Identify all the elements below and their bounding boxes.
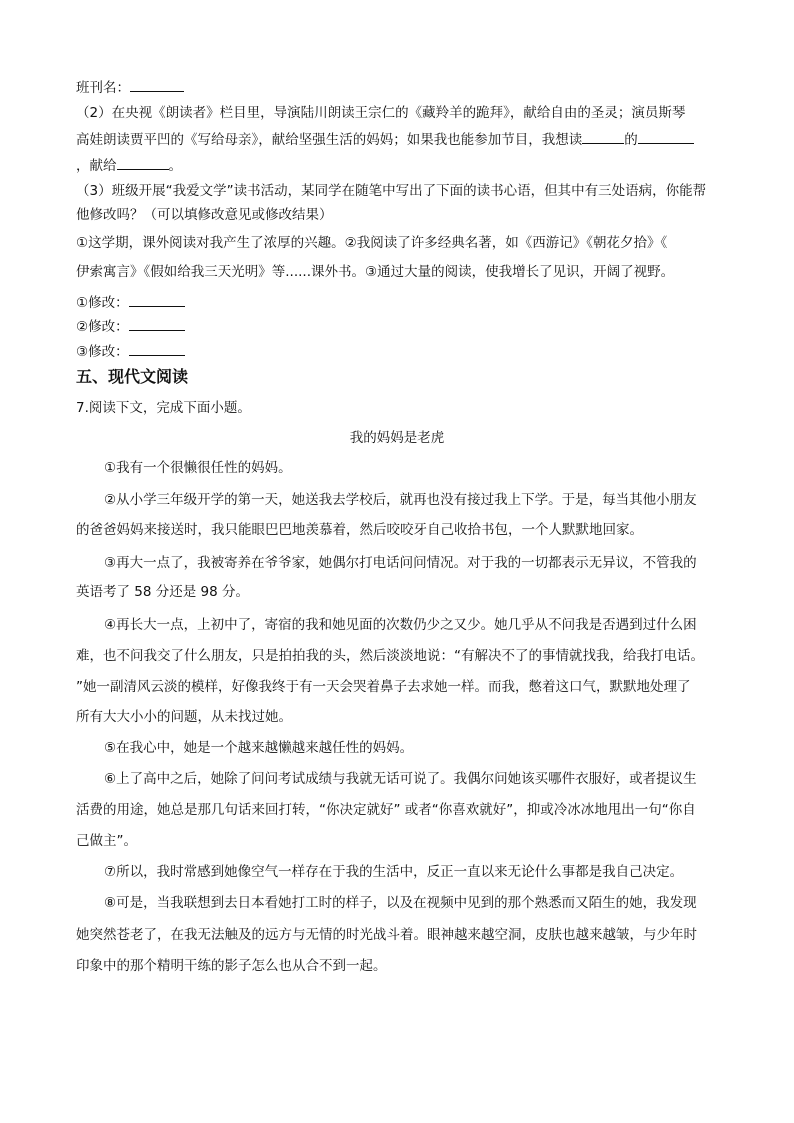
paragraph-line: 己做主”。 — [76, 833, 137, 849]
q2-dedicate-label: ，献给 — [76, 158, 117, 174]
revision-label-3: ③修改： — [76, 344, 129, 360]
paragraph-line: ”她一副清风云淡的模样，好像我终于有一天会哭着鼻子去求她一样。而我，憋着这口气，默默地处理了 — [76, 679, 691, 695]
q2-line-3 — [76, 155, 182, 176]
revision-line-3 — [76, 341, 185, 362]
revision-line-2 — [76, 316, 185, 337]
q2-line-2 — [76, 129, 694, 150]
paragraph-line: 难，也不问我交了什么朋友，只是拍拍我的头，然后淡淡地说：“有解决不了的事情就找我，给我打电话。 — [76, 648, 704, 664]
paragraph-line: 英语考了 58 分还是 98 分。 — [76, 584, 250, 600]
answer-blank-revision-3[interactable] — [129, 341, 185, 356]
paragraph-line: ⑦所以，我时常感到她像空气一样存在于我的生活中，反正一直以来无论什么事都是我自己决定。 — [104, 864, 684, 880]
q3-line-1: （3）班级开展“我爱文学”读书活动，某同学在随笔中写出了下面的读书心语，但其中有三处语病，你能帮 — [76, 183, 707, 199]
question-7: 7.阅读下文，完成下面小题。 — [76, 400, 251, 416]
paragraph-line: 所有大大小小的问题，从未找过她。 — [76, 709, 292, 725]
passage-title: 我的妈妈是老虎 — [349, 430, 445, 446]
answer-blank-revision-2[interactable] — [129, 316, 185, 331]
paragraph-line: ②从小学三年级开学的第一天，她送我去学校后，就再也没有接过我上下学。于是，每当其他小朋友 — [104, 492, 697, 508]
class-magazine-name-line — [76, 77, 184, 98]
paragraph-line: ①我有一个很懒很任性的妈妈。 — [104, 460, 292, 476]
q3-sentence-line-2: 伊索寓言》《假如给我三天光明》等......课外书。③通过大量的阅读，使我增长了见识，开阔了视野。 — [76, 264, 675, 280]
paragraph-line: 的爸爸妈妈来接送时，我只能眼巴巴地羡慕着，然后咬咬牙自己收拾书包，一个人默默地回家。 — [76, 522, 643, 538]
answer-blank-author[interactable] — [582, 129, 624, 144]
paragraph-line: ⑥上了高中之后，她除了问问考试成绩与我就无话可说了。我偶尔问她该买哪件衣服好，或者提议生 — [104, 771, 697, 787]
paragraph-line: 印象中的那个精明干练的影子怎么也从合不到一起。 — [76, 958, 387, 974]
q3-line-2: 他修改吗？（可以填修改意见或修改结果） — [76, 207, 333, 223]
q2-line-2-text: 高娃朗读贾平凹的《写给母亲》，献给坚强生活的妈妈；如果我也能参加节目，我想读 — [76, 132, 583, 148]
answer-blank-work[interactable] — [638, 129, 694, 144]
answer-blank-revision-1[interactable] — [129, 292, 185, 307]
paragraph-line: 活费的用途，她总是那几句话来回打转，“你决定就好” 或者“你喜欢就好”，抑或冷冰冰地甩出一句“你自 — [76, 802, 696, 818]
class-magazine-name-label: 班刊名： — [76, 80, 130, 96]
paragraph-line: ③再大一点了，我被寄养在爷爷家，她偶尔打电话问问情况。对于我的一切都表示无异议，不管我的 — [104, 555, 697, 571]
section-heading: 五、现代文阅读 — [76, 367, 189, 386]
paragraph-line: ④再长大一点，上初中了，寄宿的我和她见面的次数仍少之又少。她几乎从不问我是否遇到过什么困 — [104, 617, 697, 633]
paragraph-line: ⑤在我心中，她是一个越来越懒越来越任性的妈妈。 — [104, 740, 414, 756]
q2-de: 的 — [624, 132, 638, 148]
revision-label-1: ①修改： — [76, 295, 129, 311]
paragraph-line: 她突然苍老了，在我无法触及的远方与无情的时光战斗着。眼神越来越空洞，皮肤也越来越皱，与少年时 — [76, 927, 697, 943]
answer-blank-dedicate[interactable] — [117, 155, 169, 170]
q3-sentence-line-1: ①这学期，课外阅读对我产生了浓厚的兴趣。②我阅读了许多经典名著，如《西游记》《朝花夕拾》《 — [76, 235, 668, 251]
paragraph-line: ⑧可是，当我联想到去日本看她打工时的样子，以及在视频中见到的那个熟悉而又陌生的她，我发现 — [104, 895, 697, 911]
revision-label-2: ②修改： — [76, 319, 129, 335]
answer-blank-magazine-name[interactable] — [130, 77, 184, 92]
revision-line-1 — [76, 292, 185, 313]
q2-period: 。 — [168, 158, 182, 174]
q2-line-1: （2）在央视《朗读者》栏目里，导演陆川朗读王宗仁的《藏羚羊的跪拜》，献给自由的圣灵；演员斯琴 — [76, 105, 686, 121]
